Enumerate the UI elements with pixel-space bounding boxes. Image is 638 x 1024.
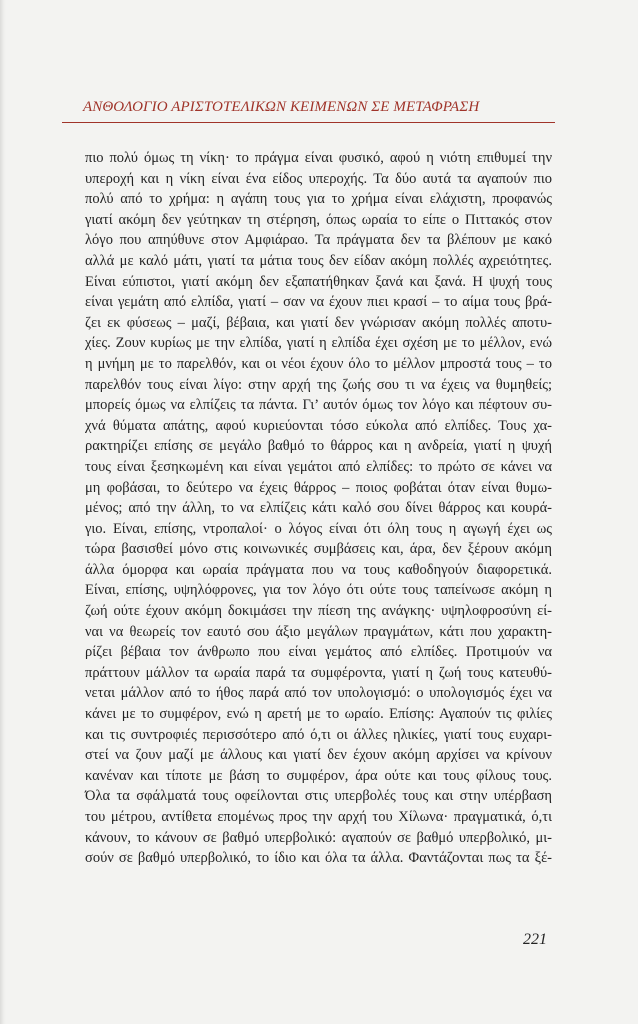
text-line: η μνήμη με το παρελθόν, και οι νέοι έχουν όλο το μέλλον μπροστά τους – το [85,355,552,372]
text-line: είναι γεμάτη από ελπίδα, γιατί – σαν να έχουν πιει κρασί – το αίμα τους βρά- [85,294,552,311]
text-line: άλλα όμορφα και ωραία πράγματα που να τους καθοδηγούν διαφορετικά. [85,561,552,578]
running-header: ΑΝΘΟΛΟΓΙΟ ΑΡΙΣΤΟΤΕΛΙΚΩΝ ΚΕΙΜΕΝΩΝ ΣΕ ΜΕΤΑΦΡΑΣΗ [83,99,480,115]
text-line: υπεροχή και η νίκη είναι ένα είδος υπεροχής. Τα δύο αυτά τα αγαπούν πιο [85,170,552,187]
text-line: χίες. Ζουν κυρίως με την ελπίδα, γιατί η ελπίδα έχει σχέση με το μέλλον, ενώ [85,335,552,352]
text-line: στεί να ζουν μαζί με άλλους και γιατί δεν έχουν ακόμη αρχίσει να κρίνουν [85,747,552,764]
text-line: νεται μάλλον από το ήθος παρά από τον υπολογισμό: ο υπολογισμός έχει να [85,685,552,702]
text-line: γιατί ακόμη δεν γεύτηκαν τη στέρηση, όπως ωραία το είπε ο Πιττακός στον [85,211,552,228]
text-line: μπορείς όμως να ελπίζεις τα πάντα. Γι’ αυτόν όμως τον λόγο και πέφτουν συ- [85,397,552,414]
text-line: πράττουν μάλλον τα ωραία παρά τα συμφέροντα, γιατί η ζωή τους κατευθύ- [85,664,552,681]
text-line: κάνουν, το κάνουν σε βαθμό υπερβολικό: αγαπούν σε βαθμό υπερβολικό, μι- [85,829,552,846]
text-line: παρελθόν τους είναι λίγο: στην αρχή της ζωής σου τι να έχεις να θυμηθείς; [85,376,552,393]
text-line: πολύ από το χρήμα: η αγάπη τους για το χρήμα είναι ελάχιστη, προφανώς [85,191,552,208]
text-line: Όλα τα σφάλματά τους οφείλονται στις υπερβολές τους και στην υπέρβαση [85,788,552,805]
text-line: κανέναν και τίποτε με βάση το συμφέρον, άρα ούτε και τους φίλους τους. [85,767,552,784]
text-line: μένος; από την άλλη, το να ελπίζεις κάτι καλό σου δίνει θάρρος και κουρά- [85,500,552,517]
text-line: σούν σε βαθμό υπερβολικό, το ίδιο και όλα τα άλλα. Φαντάζονται πως τα ξέ- [85,850,552,867]
text-line: ζει εκ φύσεως – μαζί, βέβαια, και γιατί δεν γνώρισαν ακόμη πολλές αποτυ- [85,314,552,331]
text-line: χνά θύματα απάτης, αφού κυριεύονται τόσο εύκολα από ελπίδες. Τους χα- [85,417,552,434]
text-line: πιο πολύ όμως τη νίκη· το πράγμα είναι φυσικό, αφού η νιότη επιθυμεί την [85,150,552,166]
text-line: τους είναι ξεσηκωμένη και είναι γεμάτοι από ελπίδες: το πρώτο σε κάνει να [85,458,552,475]
text-line: ρακτηρίζει επίσης σε μεγάλο βαθμό το θάρρος και η ανδρεία, γιατί η ψυχή [85,438,552,455]
text-line: γιο. Είναι, επίσης, ντροπαλοί· ο λόγος είναι ότι όλη τους η αγωγή έχει ως [85,520,552,537]
text-line: και τις συντροφιές περισσότερο από ό,τι οι άλλες ηλικίες, γιατί τους ευχαρι- [85,726,552,743]
text-line: του μέτρου, αντίθετα επομένως προς την αρχή του Χίλωνα· πραγματικά, ό,τι [85,809,552,825]
page-number: 221 [523,931,547,948]
text-line: κάνει με το συμφέρον, ενώ η αρετή με το ωραίο. Επίσης: Αγαπούν τις φιλίες [85,706,552,723]
text-line: Είναι εύπιστοι, γιατί ακόμη δεν εξαπατήθηκαν ξανά και ξανά. Η ψυχή τους [85,273,552,290]
text-line: λόγο που απηύθυνε στον Αμφιάραο. Τα πράγματα δεν τα βλέπουν με κακό [85,232,552,249]
text-line: Είναι, επίσης, υψηλόφρονες, για τον λόγο ότι ούτε τους ταπείνωσε ακόμη η [85,582,552,599]
header-rule [62,122,555,123]
body-text [85,148,552,869]
text-line: αλλά με καλό μάτι, γιατί τα μάτια τους δεν είδαν ακόμη πολλές αχρειότητες. [85,252,552,269]
text-line: ναι να θεωρείς τον εαυτό σου άξιο μεγάλων πραγμάτων, κάτι που χαρακτη- [85,623,552,640]
text-line: μη φοβάσαι, το δεύτερο να έχεις θάρρος – ποιος φοβάται όταν είναι θυμω- [85,479,552,496]
text-line: ζωή ούτε έχουν ακόμη δοκιμάσει την πίεση της ανάγκης· υψηλοφροσύνη εί- [85,603,552,620]
text-line: τώρα βασισθεί μόνο στις κοινωνικές συμβάσεις και, άρα, δεν ξέρουν ακόμη [85,541,552,558]
text-line: ρίζει βέβαια τον άνθρωπο που είναι γεμάτος από ελπίδες. Προτιμούν να [85,644,552,661]
